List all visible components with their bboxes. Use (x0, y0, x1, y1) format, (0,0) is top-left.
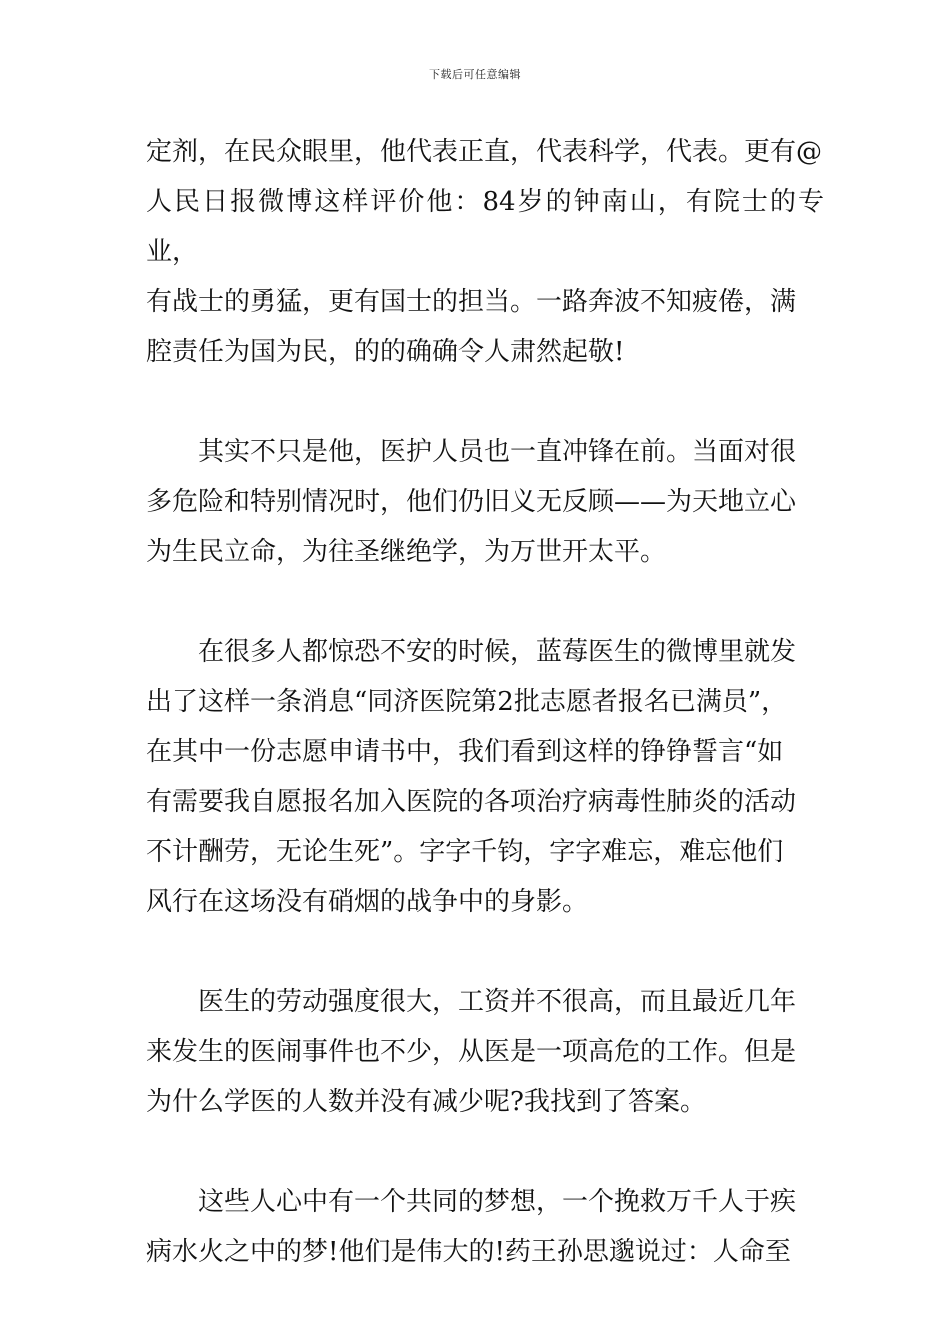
document-body (146, 127, 824, 1277)
header-note: 下载后可任意编辑 (429, 68, 521, 81)
paragraph-1: 定剂，在民众眼里，他代表正直，代表科学，代表。更有@ 人民日报微博这样评价他：84岁的钟南山，有院士的专业， 有战士的勇猛，更有国士的担当。一路奔波不知疲倦，满 腔责任为国为民，的的确确令人肃然起敬! (146, 137, 824, 367)
paragraph-5: 这些人心中有一个共同的梦想，一个挽救万千人于疾 病水火之中的梦!他们是伟大的!药王孙思邈说过：人命至 (146, 1187, 797, 1267)
paragraph-4: 医生的劳动强度很大，工资并不很高，而且最近几年 来发生的医闹事件也不少，从医是一项高危的工作。但是 为什么学医的人数并没有减少呢?我找到了答案。 (146, 987, 797, 1117)
paragraph-3: 在很多人都惊恐不安的时候，蓝莓医生的微博里就发 出了这样一条消息“同济医院第2批志愿者报名已满员”， 在其中一份志愿申请书中，我们看到这样的铮铮誓言“如 有需要我自愿报名加入医院的各项治疗病毒性肺炎的活动 不计酬劳，无论生死”。字字千钧，字字难忘，难忘他们 风行在这场没有硝烟的战争中的身影。 (146, 637, 797, 917)
paragraph-2: 其实不只是他，医护人员也一直冲锋在前。当面对很 多危险和特别情况时，他们仍旧义无反顾——为天地立心 为生民立命，为往圣继绝学，为万世开太平。 (146, 437, 797, 567)
